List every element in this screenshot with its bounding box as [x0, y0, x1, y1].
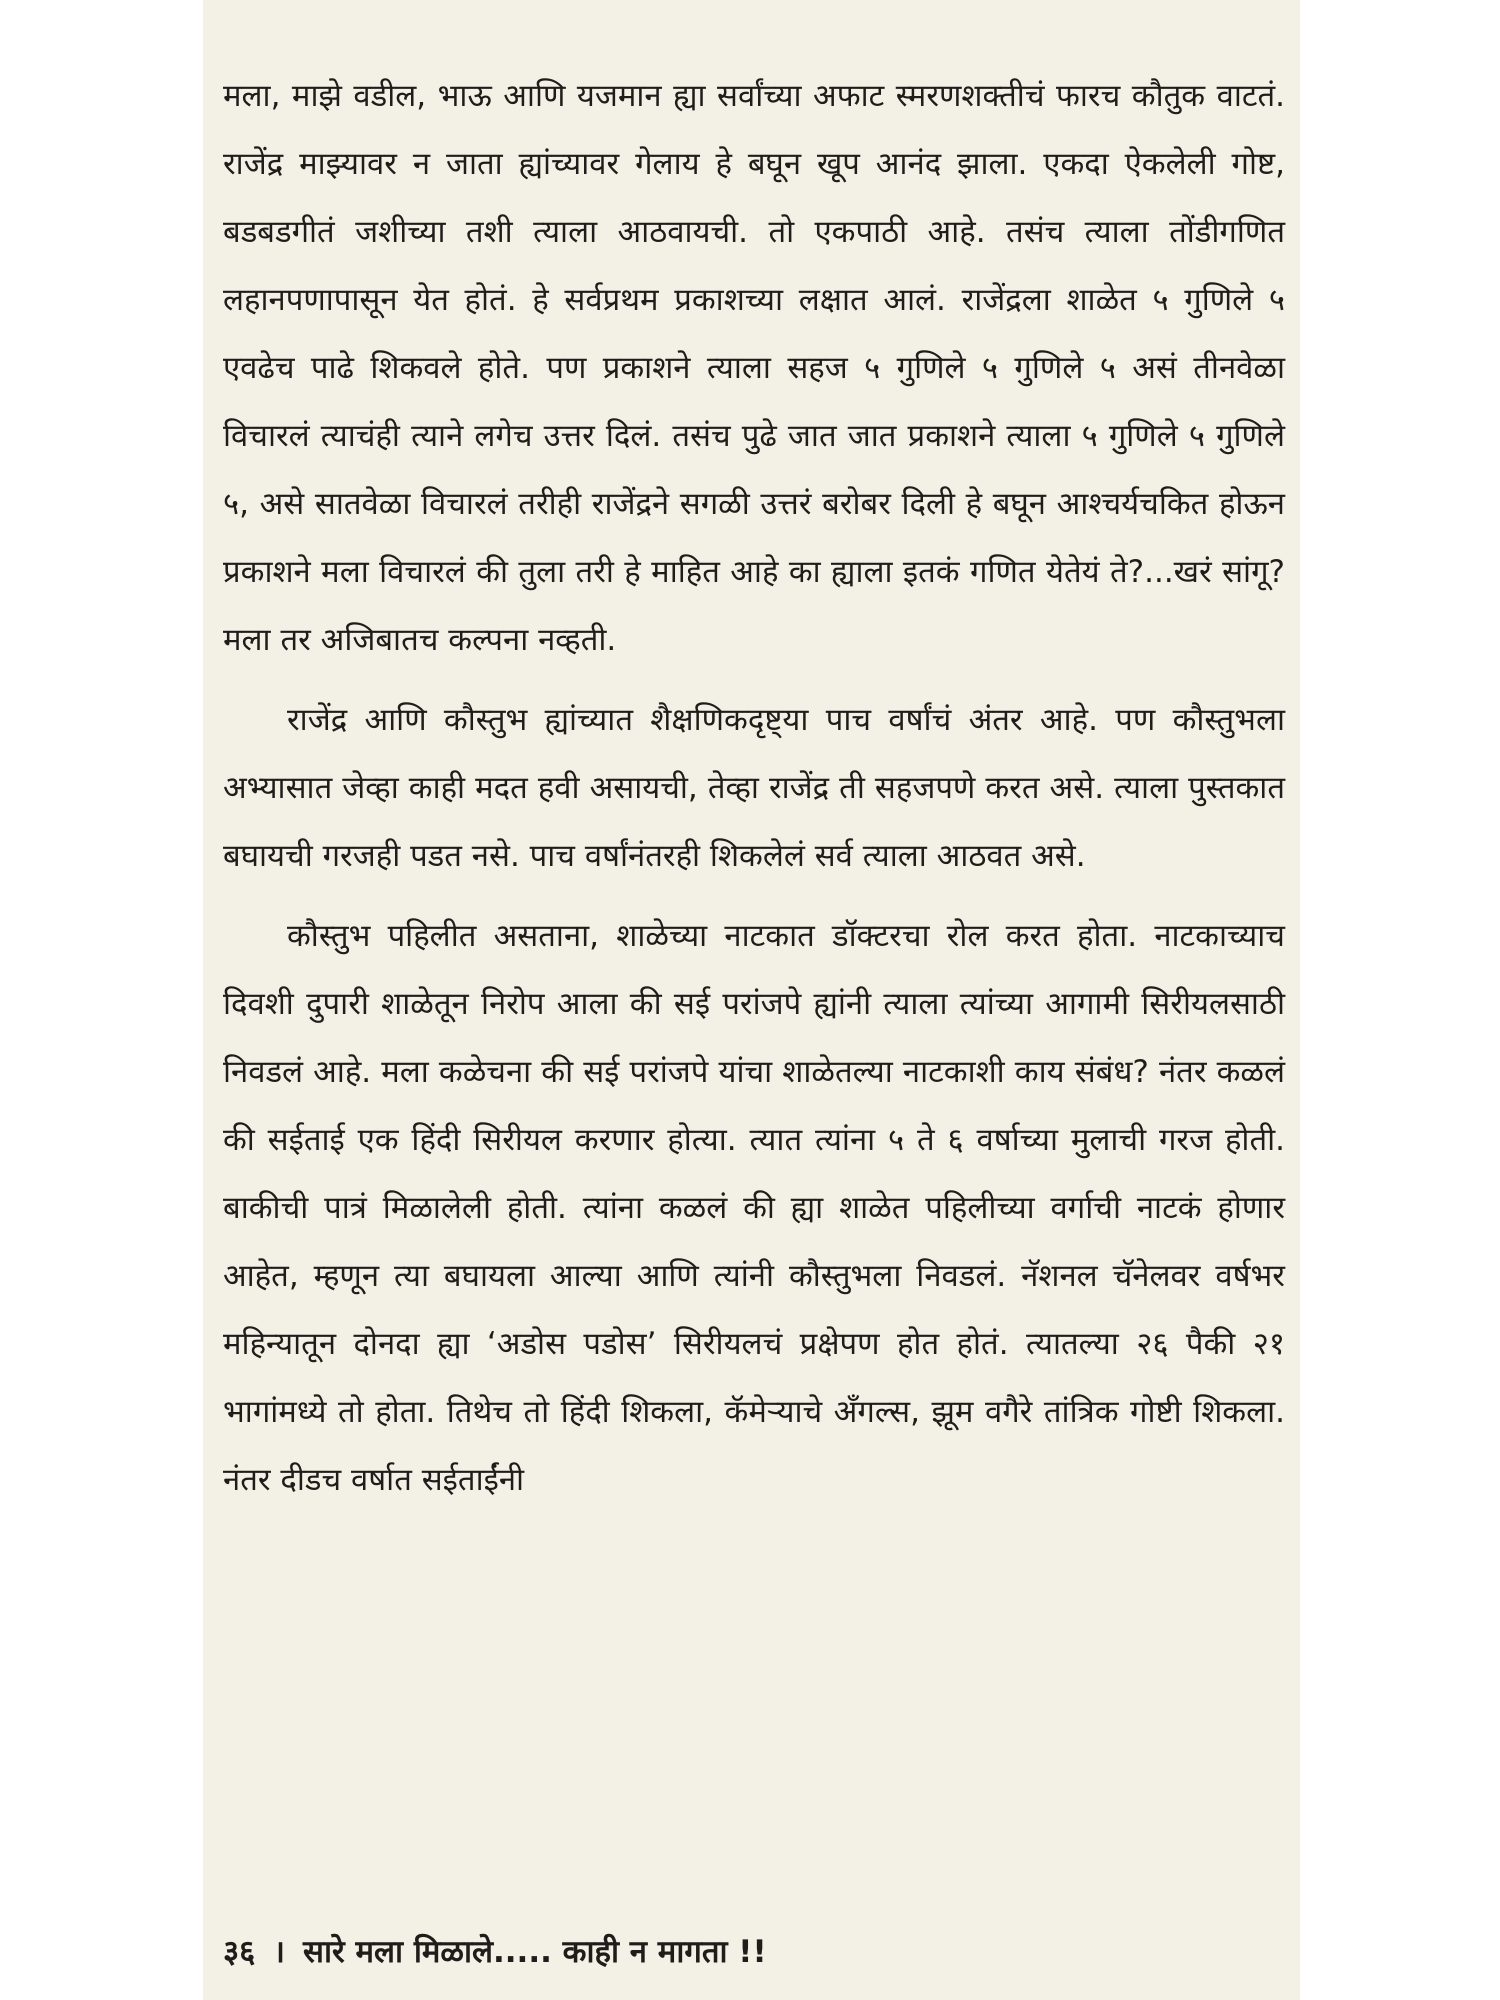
- page-footer: [223, 1930, 767, 1972]
- paragraph-2: राजेंद्र आणि कौस्तुभ ह्यांच्यात शैक्षणिकदृष्ट्या पाच वर्षांचं अंतर आहे. पण कौस्तुभला अभ्यासात जेव्हा काही मदत हवी असायची, तेव्हा राजेंद्र ती सहजपणे करत असे. त्याला पुस्तकात बघायची गरजही पडत नसे. पाच वर्षांनंतरही शिकलेलं सर्व त्याला आठवत असे.: [223, 702, 1286, 874]
- paragraph-3: कौस्तुभ पहिलीत असताना, शाळेच्या नाटकात डॉक्टरचा रोल करत होता. नाटकाच्याच दिवशी दुपारी शाळेतून निरोप आला की सई परांजपे ह्यांनी त्याला त्यांच्या आगामी सिरीयलसाठी निवडलं आहे. मला कळेचना की सई परांजपे यांचा शाळेतल्या नाटकाशी काय संबंध? नंतर कळलं की सईताई एक हिंदी सिरीयल करणार होत्या. त्यात त्यांना ५ ते ६ वर्षाच्या मुलाची गरज होती. बाकीची पात्रं मिळालेली होती. त्यांना कळलं की ह्या शाळेत पहिलीच्या वर्गाची नाटकं होणार आहेत, म्हणून त्या बघायला आल्या आणि त्यांनी कौस्तुभला निवडलं. नॅशनल चॅनेलवर वर्षभर महिन्यातून दोनदा ह्या ‘अडोस पडोस’ सिरीयलचं प्रक्षेपण होत होतं. त्यातल्या २६ पैकी २१ भागांमध्ये तो होता. तिथेच तो हिंदी शिकला, कॅमेऱ्याचे ॲंगल्स, झूम वगैरे तांत्रिक गोष्टी शिकला. नंतर दीडच वर्षात सईताईंनी: [223, 918, 1285, 1498]
- book-page: [203, 0, 1300, 2000]
- footer-separator: ।: [273, 1934, 285, 1970]
- book-title: सारे मला मिळाले..... काही न मागता !!: [303, 1934, 767, 1970]
- paragraph-1: मला, माझे वडील, भाऊ आणि यजमान ह्या सर्वांच्या अफाट स्मरणशक्तीचं फारच कौतुक वाटतं. राजेंद्र माझ्यावर न जाता ह्यांच्यावर गेलाय हे बघून खूप आनंद झाला. एकदा ऐकलेली गोष्ट, बडबडगीतं जशीच्या तशी त्याला आठवायची. तो एकपाठी आहे. तसंच त्याला तोंडीगणित लहानपणापासून येत होतं. हे सर्वप्रथम प्रकाशच्या लक्षात आलं. राजेंद्रला शाळेत ५ गुणिले ५ एवढेच पाढे शिकवले होते. पण प्रकाशने त्याला सहज ५ गुणिले ५ गुणिले ५ असं तीनवेळा विचारलं त्याचंही त्याने लगेच उत्तर दिलं. तसंच पुढे जात जात प्रकाशने त्याला ५ गुणिले ५ गुणिले ५, असे सातवेळा विचारलं तरीही राजेंद्रने सगळी उत्तरं बरोबर दिली हे बघून आश्चर्यचकित होऊन प्रकाशने मला विचारलं की तुला तरी हे माहित आहे का ह्याला इतकं गणित येतेयं ते?...खरं सांगू? मला तर अजिबातच कल्पना नव्हती.: [223, 78, 1285, 658]
- page-body: [223, 62, 1285, 1526]
- page-number: ३६: [223, 1934, 256, 1970]
